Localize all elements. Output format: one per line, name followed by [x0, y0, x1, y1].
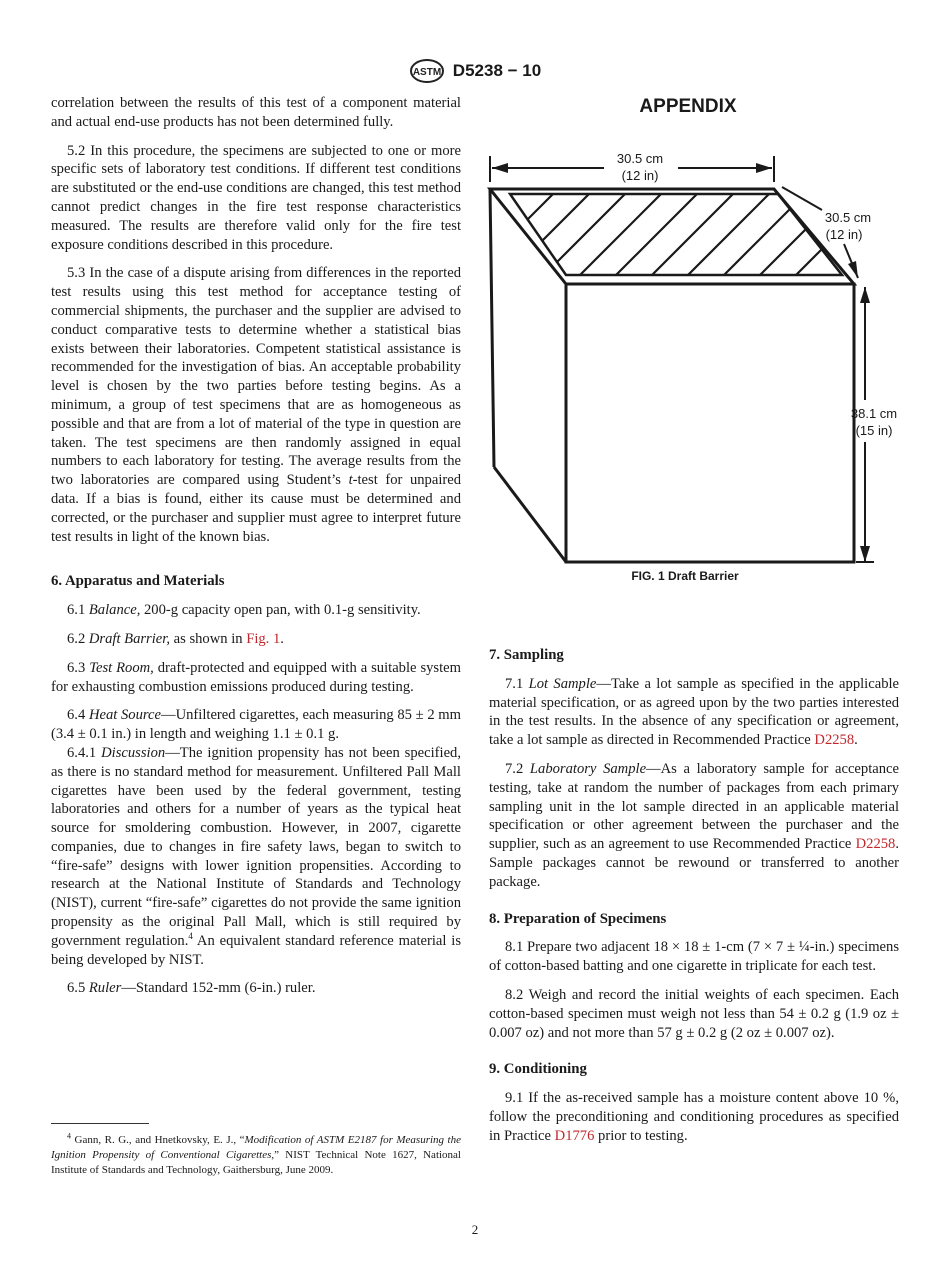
footnote-rule [51, 1123, 149, 1124]
d2258-link[interactable]: D2258 [855, 836, 896, 853]
dim-depth-label: 30.5 cm [824, 210, 872, 225]
box-left-edge [490, 189, 494, 467]
svg-text:(12 in): (12 in) [621, 168, 659, 183]
footnote-ref[interactable]: 4 [188, 931, 193, 942]
section-7-2: 7.2 Laboratory Sample—As a laboratory sample for acceptance testing, take at random the number of packages from each primary sampling unit in the lot sample directed in an applicable material specification or other agreement between the purchaser and the supplier, such as an agreement to use Recommended Practice D2258. Sample packages cannot be rewound or transferred to another package. [489, 760, 899, 890]
dim-height-label: 38.1 cm [850, 406, 898, 421]
d2258-link[interactable]: D2258 [814, 732, 855, 749]
fig-1-link[interactable]: Fig. 1 [246, 630, 281, 647]
appendix-title: APPENDIX [639, 96, 737, 117]
paragraph-continued: correlation between the results of this test of a component material and actual end-use products has not been determined fully. [51, 95, 461, 130]
section-6-1: 6.1 Balance, 200-g capacity open pan, with 0.1-g sensitivity. [67, 602, 421, 619]
svg-text:ASTM: ASTM [412, 67, 441, 78]
section-6-2: 6.2 Draft Barrier, as shown in Fig. 1. [67, 630, 284, 647]
section-7-1: 7.1 Lot Sample—Take a lot sample as specified in the applicable material specification, or as agreed upon by the two parties interested in the test results. In the absence of any specification or agreement, take a lot sample as directed in Recommended Practice D2258. [489, 675, 900, 749]
section-6-5: 6.5 Ruler—Standard 152-mm (6-in.) ruler. [67, 980, 316, 997]
left-column [51, 94, 461, 1008]
section-8-1: 8.1 Prepare two adjacent 18 × 18 ± 1-cm (7 × 7 ± ¼-in.) specimens of cotton-based batting and one cigarette in triplicate for each test. [489, 939, 899, 975]
section-6-4-1: 6.4.1 Discussion—The ignition propensity has not been specified, as there is no standard method for measurement. Unfiltered Pall Mall cigarettes have been used by the federal government, testing laboratories and others for a number of years as the typical heat source for smoldering combustion. However, in 2007, cigarette companies, due to changes in fire safety laws, began to switch to “fire-safe” designs with lower ignition propensities. According to research at the National Institute of Standards and Technology (NIST), current “fire-safe” cigarettes do not provide the same ignition propensity as the original Pall Mall, which is still required by government regulation.$^4$ An equivalent standard reference material is being developed by NIST. [51, 744, 462, 968]
heading-conditioning: 9. Conditioning [489, 1061, 587, 1078]
section-6-3: 6.3 Test Room, draft-protected and equipped with a suitable system for exhausting combustion emissions produced during testing. [51, 659, 461, 695]
document-code: D5238 − 10 [452, 61, 542, 80]
heading-apparatus: 6. Apparatus and Materials [51, 573, 225, 590]
section-5-2: 5.2 In this procedure, the specimens are subjected to one or more specific sets of laboratory test conditions. If different test conditions are substituted or the end-use conditions are changed, this test method cannot predict changes in the fire test response characteristics measured. The results are therefore valid only for the fire test exposure conditions described in this procedure. [51, 142, 461, 253]
footnote: $^4$ Gann, R. G., and Hnetkovsky, E. J., “Modification of ASTM E2187 for Measuring the Ignition Propensity of Conventional Cigarettes,” NIST Technical Note 1627, National Institute of Standards and Technology, Gaithersburg, June 2009. [51, 1131, 461, 1176]
heading-sampling: 7. Sampling [489, 647, 564, 663]
section-8-2: 8.2 Weigh and record the initial weights of each specimen. Each cotton-based specimen must weigh not less than 54 ± 0.2 g (1.9 oz ± 0.007 oz) and not more than 57 g ± 0.2 g (2 oz ± 0.007 oz). [489, 986, 899, 1041]
heading-preparation: 8. Preparation of Specimens [489, 910, 667, 927]
figure-caption: FIG. 1 Draft Barrier [631, 569, 739, 583]
right-column [489, 646, 899, 1156]
svg-text:(15 in): (15 in) [855, 423, 893, 438]
section-6-4: 6.4 Heat Source—Unfiltered cigarettes, each measuring 85 ± 2 mm (3.4 ± 0.1 in.) in length and weighing 1.1 ± 0.1 g. [51, 707, 462, 743]
hatched-top-opening [510, 194, 842, 275]
d1776-link[interactable]: D1776 [554, 1127, 595, 1144]
astm-logo-icon [409, 58, 445, 84]
section-9-1: 9.1 If the as-received sample has a moisture content above 10 %, follow the preconditioning and conditioning procedures as specified in Practice D1776 prior to testing. [489, 1090, 899, 1144]
page-number: 2 [471, 1222, 479, 1237]
svg-text:(12 in): (12 in) [825, 227, 863, 242]
section-5-3: 5.3 In the case of a dispute arising from differences in the reported test results using this test method for acceptance testing of commercial shipments, the purchaser and the supplier are advised to conduct comparative tests to determine whether a statistical bias exists between their laboratories. Competent statistical assistance is recommended for the investigation of bias. An acceptable probability level is chosen by the two parties before testing begins. As a minimum, a group of test specimens that are as homogeneous as possible and that are from a lot of material of the type in question are taken. The test specimens are then randomly assigned in equal numbers to each laboratory for testing. The average results from the two laboratories are compared using Student’s t-test for unpaired data. If a bias is found, either its cause must be determined and corrected, or the purchaser and supplier must agree to interpret future test results in light of the known bias. [51, 265, 462, 545]
box-front-face [566, 284, 854, 562]
page-header [0, 58, 950, 84]
dim-width-label: 30.5 cm [616, 151, 664, 166]
draft-barrier-figure [482, 92, 902, 588]
